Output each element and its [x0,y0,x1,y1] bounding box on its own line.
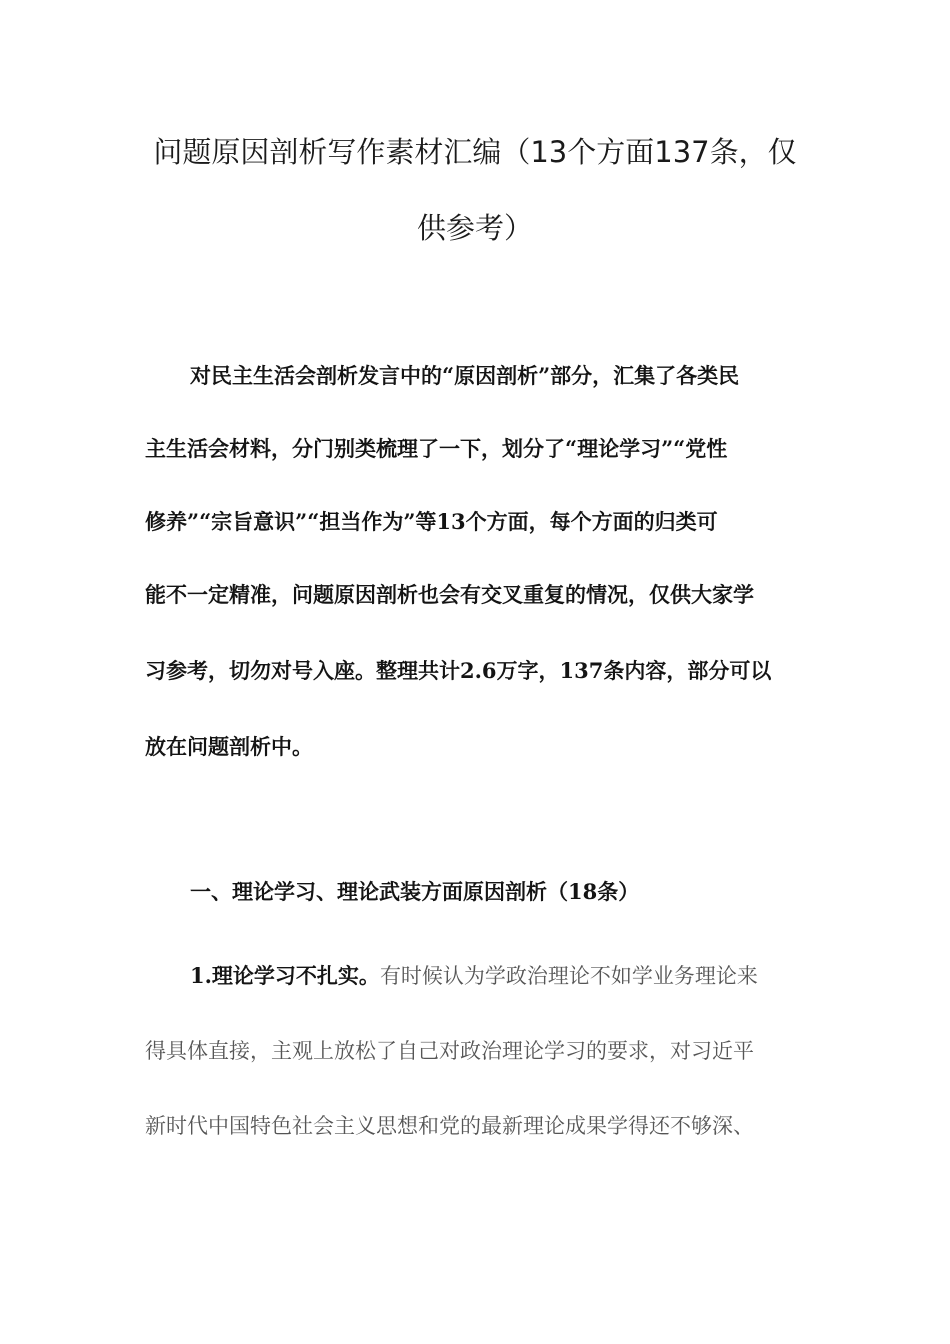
item-1-line-2: 得具体直接，主观上放松了自己对政治理论学习的要求，对习近平 [145,1039,754,1063]
document-title-line-1: 问题原因剖析写作素材汇编（13个方面137条，仅 [153,135,797,169]
item-1-lead: 1.理论学习不扎实。 [190,963,380,988]
section-heading: 一、理论学习、理论武装方面原因剖析（18条） [190,879,640,904]
intro-line-3: 修养”“宗旨意识”“担当作为”等13个方面，每个方面的归类可 [145,509,718,534]
item-1-line-3: 新时代中国特色社会主义思想和党的最新理论成果学得还不够深、 [145,1114,754,1138]
intro-line-4: 能不一定精准，问题原因剖析也会有交叉重复的情况，仅供大家学 [145,582,754,607]
intro-line-1: 对民主生活会剖析发言中的“原因剖析”部分，汇集了各类民 [190,363,740,388]
item-1-first-line [190,961,758,991]
intro-line-6: 放在问题剖析中。 [145,734,313,759]
item-1-text: 有时候认为学政治理论不如学业务理论来 [379,964,758,988]
intro-line-5: 习参考，切勿对号入座。整理共计2.6万字，137条内容，部分可以 [145,658,772,683]
intro-line-2: 主生活会材料，分门别类梳理了一下，划分了“理论学习”“党性 [145,436,728,461]
document-title-line-2: 供参考） [416,211,533,245]
